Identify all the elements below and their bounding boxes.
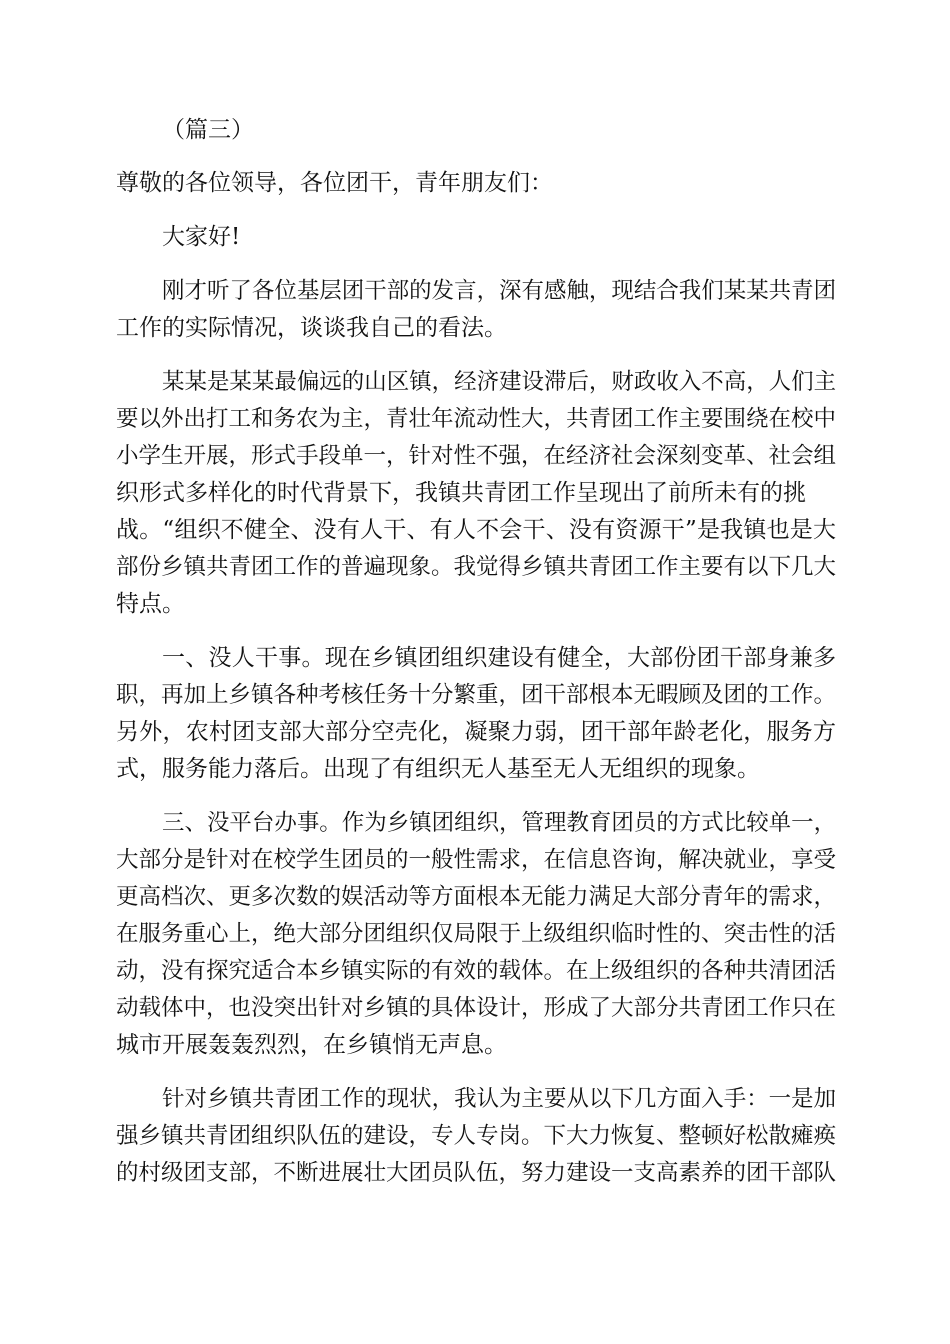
- paragraph-4-line-4: 在服务重心上，绝大部分团组织仅局限于上级组织临时性的、突击性的活: [116, 921, 837, 947]
- paragraph-4-line-5: 动，没有探究适合本乡镇实际的有效的载体。在上级组织的各种共清团活: [116, 958, 837, 984]
- section-heading: （篇三）: [162, 117, 254, 143]
- paragraph-5-line-2: 强乡镇共青团组织队伍的建设，专人专岗。下大力恢复、整顿好松散瘫痪: [116, 1123, 837, 1149]
- paragraph-3-line-2: 职，再加上乡镇各种考核任务十分繁重，团干部根本无暇顾及团的工作。: [116, 682, 837, 708]
- paragraph-5-line-3: 的村级团支部，不断进展壮大团员队伍，努力建设一支高素养的团干部队: [116, 1160, 837, 1186]
- paragraph-2-line-5: 战。“组织不健全、没有人干、有人不会干、没有资源干”是我镇也是大: [116, 517, 836, 543]
- paragraph-2-line-6: 部份乡镇共青团工作的普遍现象。我觉得乡镇共青团工作主要有以下几大: [116, 554, 837, 580]
- paragraph-4-line-6: 动载体中，也没突出针对乡镇的具体设计，形成了大部分共青团工作只在: [116, 995, 837, 1021]
- paragraph-4-line-2: 大部分是针对在校学生团员的一般性需求，在信息咨询，解决就业，享受: [116, 847, 837, 873]
- salutation: 尊敬的各位领导，各位团干，青年朋友们：: [116, 170, 553, 196]
- paragraph-3-line-3: 另外，农村团支部大部分空壳化，凝聚力弱，团干部年龄老化，服务方: [116, 719, 836, 745]
- paragraph-3-line-4: 式，服务能力落后。出现了有组织无人基至无人无组织的现象。: [116, 756, 760, 782]
- paragraph-1-line-1: 刚才听了各位基层团干部的发言，深有感触，现结合我们某某共青团: [162, 278, 837, 304]
- greeting: 大家好!: [162, 224, 241, 250]
- paragraph-2-line-3: 小学生开展，形式手段单一，针对性不强，在经济社会深刻变革、社会组: [116, 443, 837, 469]
- paragraph-4-line-1: 三、没平台办事。作为乡镇团组织，管理教育团员的方式比较单一，: [162, 810, 837, 836]
- paragraph-2-line-1: 某某是某某最偏远的山区镇，经济建设滞后，财政收入不高，人们主: [162, 369, 837, 395]
- paragraph-1-line-2: 工作的实际情况，谈谈我自己的看法。: [116, 315, 507, 341]
- paragraph-2-line-2: 要以外出打工和务农为主，青壮年流动性大，共青团工作主要围绕在校中: [116, 406, 837, 432]
- paragraph-2-line-4: 织形式多样化的时代背景下，我镇共青团工作呈现出了前所未有的挑: [116, 480, 806, 506]
- paragraph-4-line-3: 更高档次、更多次数的娱活动等方面根本无能力满足大部分青年的需求，: [116, 884, 837, 910]
- paragraph-5-line-1: 针对乡镇共青团工作的现状，我认为主要从以下几方面入手：一是加: [162, 1086, 837, 1112]
- paragraph-4-line-7: 城市开展轰轰烈烈，在乡镇悄无声息。: [116, 1032, 507, 1058]
- paragraph-2-line-7: 特点。: [116, 591, 185, 617]
- paragraph-3-line-1: 一、没人干事。现在乡镇团组织建设有健全，大部份团干部身兼多: [162, 645, 836, 671]
